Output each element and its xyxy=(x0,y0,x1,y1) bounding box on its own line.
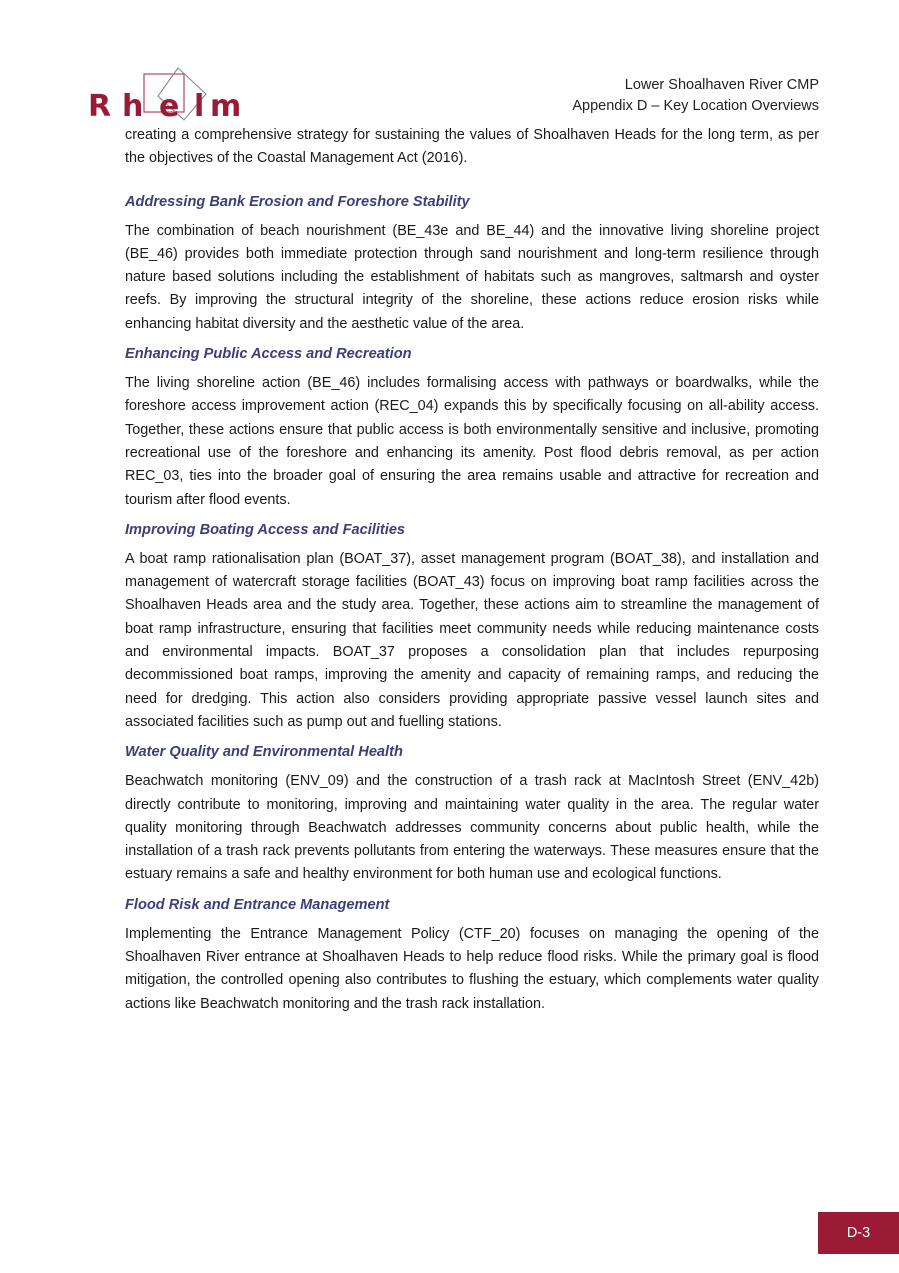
page-number-badge xyxy=(818,1212,899,1254)
logo-mark-icon xyxy=(88,66,248,126)
svg-text:m: m xyxy=(210,89,242,124)
section-body-flood-risk: Implementing the Entrance Management Policy (CTF_20) focuses on managing the opening of the Shoalhaven River entrance at Shoalhaven Heads to help reduce flood risks. While the primary goal is flood mitigation, the controlled opening also contributes to flushing the estuary, which complements water quality actions like Beachwatch monitoring and the trash rack installation. xyxy=(125,925,819,1012)
document-subtitle: Appendix D – Key Location Overviews xyxy=(572,98,819,114)
section-body-water-quality: Beachwatch monitoring (ENV_09) and the construction of a trash rack at MacIntosh Street (ENV_42b) directly contribute to monitoring, improving and maintaining water quality in the area. The regular water quality monitoring through Beachwatch addresses community concerns about public health, while the installation of a trash rack prevents pollutants from entering the waterways. These measures ensure that the estuary remains a safe and healthy environment for both human use and ecological functions. xyxy=(125,773,819,883)
svg-text:e: e xyxy=(159,89,180,124)
svg-text:h: h xyxy=(122,89,144,124)
intro-paragraph: creating a comprehensive strategy for sustaining the values of Shoalhaven Heads for the long term, as per the objectives of the Coastal Management Act (2016). xyxy=(125,127,819,167)
document-header xyxy=(572,75,819,117)
section-heading-bank-erosion: Addressing Bank Erosion and Foreshore Stability xyxy=(125,193,470,210)
document-title: Lower Shoalhaven River CMP xyxy=(624,77,819,93)
section-heading-public-access: Enhancing Public Access and Recreation xyxy=(125,346,412,363)
rhelm-logo xyxy=(88,66,248,126)
section-heading-boating-access: Improving Boating Access and Facilities xyxy=(125,521,406,538)
section-heading-water-quality: Water Quality and Environmental Health xyxy=(125,744,403,761)
page-number: D-3 xyxy=(846,1225,871,1241)
section-heading-flood-risk: Flood Risk and Entrance Management xyxy=(125,896,390,913)
section-body-public-access: The living shoreline action (BE_46) includes formalising access with pathways or boardwalks, while the foreshore access improvement action (REC_04) expands this by specifically focusing on all-ability access. Together, these actions ensure that public access is both environmentally sensitive and inclusive, promoting recreational use of the foreshore and enhancing its amenity. Post flood debris removal, as per action REC_03, ties into the broader goal of ensuring the area remains usable and attractive for recreation and tourism after flood events. xyxy=(125,375,819,508)
page-content xyxy=(125,124,819,1016)
svg-text:R: R xyxy=(88,89,112,124)
section-body-bank-erosion: The combination of beach nourishment (BE_43e and BE_44) and the innovative living shoreline project (BE_46) provides both immediate protection through sand nourishment and long-term resilience through nature based solutions including the establishment of habitats such as mangroves, saltmarsh and oyster reefs. By improving the structural integrity of the shoreline, these actions reduce erosion risks while enhancing habitat diversity and the aesthetic value of the area. xyxy=(125,222,819,332)
section-body-boating-access: A boat ramp rationalisation plan (BOAT_37), asset management program (BOAT_38), and installation and management of watercraft storage facilities (BOAT_43) focus on improving boat ramp facilities across the Shoalhaven Heads area and the study area. Together, these actions aim to streamline the management of boat ramp infrastructure, ensuring that facilities meet community needs while reducing maintenance costs and environmental impacts. BOAT_37 proposes a consolidation plan that includes repurposing decommissioned boat ramps, improving the amenity and capacity of remaining ramps, and reducing the need for dredging. This action also considers providing appropriate passive vessel launch sites and associated facilities such as pump out and fuelling stations. xyxy=(125,550,819,730)
svg-text:l: l xyxy=(194,89,205,124)
